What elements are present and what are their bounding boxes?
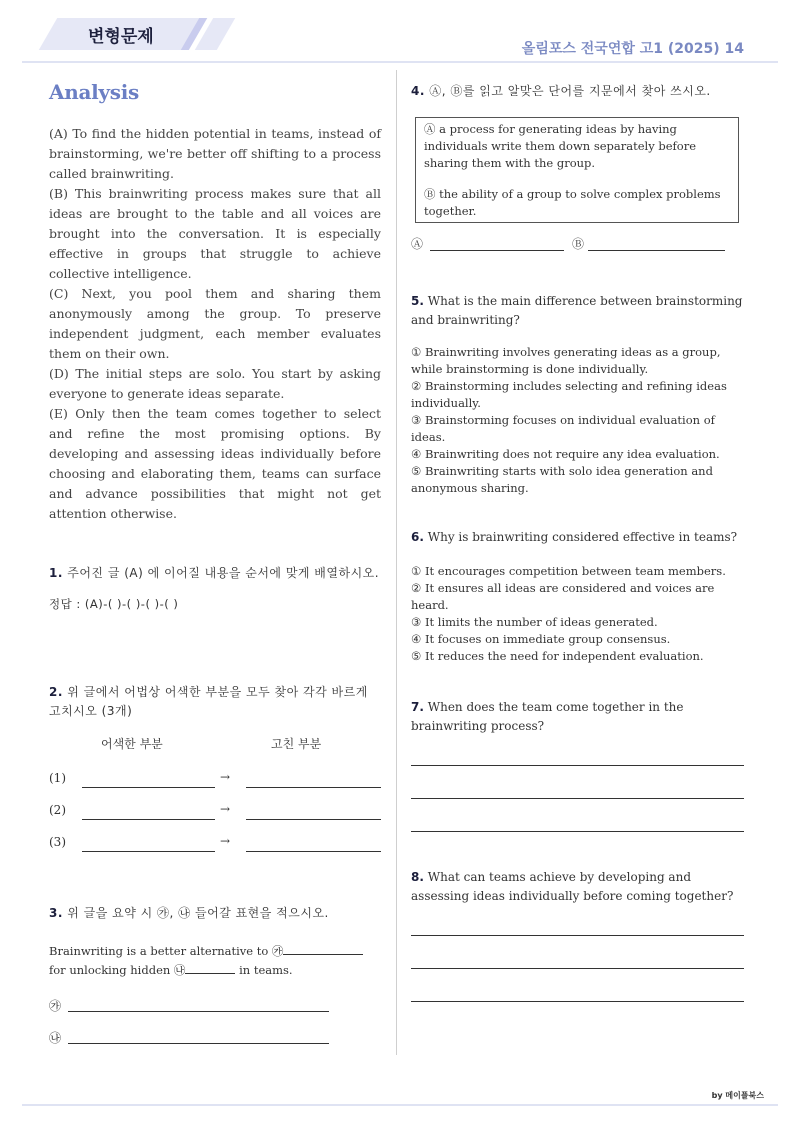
left-column — [49, 80, 381, 1045]
q2-row-label: (1) — [49, 771, 66, 785]
question-5 — [411, 292, 744, 497]
q4-label-a: Ⓐ — [411, 237, 424, 251]
q5-option[interactable]: ④ Brainwriting does not require any idea evaluation. — [411, 447, 720, 461]
q3-text: 위 글을 요약 시 ㉮, ㉯ 들어갈 표현을 적으시오. — [67, 906, 329, 920]
q4-definitions-box — [415, 117, 739, 223]
arrow-icon: → — [220, 770, 231, 784]
column-divider — [396, 70, 397, 1055]
q1-answer-blank[interactable]: 정답 : (A)-( )-( )-( )-( ) — [49, 597, 179, 611]
question-7 — [411, 698, 744, 832]
q7-text: When does the team come together in the brainwriting process? — [411, 700, 684, 733]
q3-blank-b[interactable] — [185, 960, 235, 974]
q2-fixed-blank[interactable] — [246, 851, 381, 852]
q3-summary-part1: Brainwriting is a better alternative to ㉮ — [49, 944, 284, 958]
question-4 — [411, 82, 744, 259]
q4-definition-b: Ⓑ the ability of a group to solve complex problems together. — [424, 187, 721, 218]
arrow-icon: → — [220, 802, 231, 816]
question-3 — [49, 904, 381, 1059]
question-6 — [411, 528, 744, 665]
q3-blank-a[interactable] — [283, 941, 363, 955]
question-2 — [49, 683, 381, 857]
header-divider — [22, 61, 778, 63]
q4-answer-a-blank[interactable] — [430, 250, 564, 251]
q6-text: Why is brainwriting considered effective in teams? — [427, 530, 738, 544]
footer-divider — [22, 1104, 778, 1106]
q7-answer-line[interactable] — [411, 831, 744, 832]
q2-wrong-blank[interactable] — [82, 819, 215, 820]
q6-option[interactable]: ① It encourages competition between team members. — [411, 564, 726, 578]
q5-option[interactable]: ⑤ Brainwriting starts with solo idea generation and anonymous sharing. — [411, 464, 713, 495]
q2-text: 위 글에서 어법상 어색한 부분을 모두 찾아 각각 바르게 고치시오 (3개) — [49, 685, 368, 718]
q2-column-wrong: 어색한 부분 — [101, 737, 163, 751]
q8-number: 8. — [411, 870, 424, 884]
q2-row-label: (2) — [49, 803, 66, 817]
q3-answer-a — [49, 991, 381, 1025]
passage-paragraph-e: (E) Only then the team comes together to select and refine the most promising options. By developing and assessing ideas individually before choosing and elaborating them, teams can surface and advance possibilities that might not get attention otherwise. — [49, 406, 381, 521]
header-source: 올림포스 전국연합 고1 (2025) 14 — [521, 41, 744, 57]
passage-paragraph-a: (A) To find the hidden potential in teams, instead of brainstorming, we're better off shifting to a process called brainwriting. — [49, 126, 381, 181]
q8-answer-line[interactable] — [411, 935, 744, 936]
q3-label-b: ㉯ — [49, 1031, 62, 1045]
q2-wrong-blank[interactable] — [82, 787, 215, 788]
question-1 — [49, 564, 381, 614]
passage-body — [49, 124, 381, 524]
passage-title: Analysis — [49, 80, 139, 104]
q8-answer-line[interactable] — [411, 968, 744, 969]
q7-answer-line[interactable] — [411, 765, 744, 766]
q3-summary — [49, 941, 381, 979]
q5-option[interactable]: ③ Brainstorming focuses on individual evaluation of ideas. — [411, 413, 715, 444]
q2-row-label: (3) — [49, 835, 66, 849]
footer-credit: by 메이플북스 — [711, 1091, 764, 1100]
q5-options — [411, 344, 744, 497]
q6-option[interactable]: ⑤ It reduces the need for independent evaluation. — [411, 649, 704, 663]
header-tag — [40, 18, 230, 50]
q1-text: 주어진 글 (A) 에 이어질 내용을 순서에 맞게 배열하시오. — [67, 566, 380, 580]
q3-summary-part3: in teams. — [239, 963, 293, 977]
q3-number: 3. — [49, 906, 63, 920]
q4-text: Ⓐ, Ⓑ를 읽고 알맞은 단어를 지문에서 찾아 쓰시오. — [429, 84, 711, 98]
q7-answer-line[interactable] — [411, 798, 744, 799]
q5-text: What is the main difference between brainstorming and brainwriting? — [411, 294, 743, 327]
q2-number: 2. — [49, 685, 63, 699]
right-column — [411, 82, 744, 903]
q4-answers — [411, 235, 744, 259]
q2-fixed-blank[interactable] — [246, 819, 381, 820]
header-tag-label: 변형문제 — [88, 27, 154, 47]
q8-answer-line[interactable] — [411, 1001, 744, 1002]
question-8 — [411, 868, 744, 1002]
q3-summary-part2: for unlocking hidden ㉯ — [49, 963, 186, 977]
passage-paragraph-b: (B) This brainwriting process makes sure that all ideas are brought to the table and all voices are brought into the conversation. It is especially effective in groups that struggle to achieve collective intelligence. — [49, 186, 381, 281]
q3-label-a: ㉮ — [49, 999, 62, 1013]
q5-option[interactable]: ① Brainwriting involves generating ideas as a group, while brainstorming is done individually. — [411, 345, 721, 376]
arrow-icon: → — [220, 834, 231, 848]
q6-option[interactable]: ② It ensures all ideas are considered and voices are heard. — [411, 581, 715, 612]
q3-answer-b — [49, 1025, 381, 1059]
passage-paragraph-c: (C) Next, you pool them and sharing them anonymously among the group. To preserve independent judgment, each member evaluates them on their own. — [49, 286, 381, 361]
q2-row — [49, 825, 381, 857]
q6-options — [411, 563, 744, 665]
q4-answer-b-blank[interactable] — [588, 250, 725, 251]
q7-number: 7. — [411, 700, 424, 714]
q5-option[interactable]: ② Brainstorming includes selecting and refining ideas individually. — [411, 379, 727, 410]
q2-row — [49, 761, 381, 793]
q1-number: 1. — [49, 566, 63, 580]
q2-fixed-blank[interactable] — [246, 787, 381, 788]
q4-label-b: Ⓑ — [572, 237, 585, 251]
q2-column-fixed: 고친 부분 — [271, 737, 322, 751]
q4-definition-a: Ⓐ a process for generating ideas by having individuals write them down separately before sharing them with the group. — [424, 122, 697, 170]
q6-option[interactable]: ④ It focuses on immediate group consensus. — [411, 632, 671, 646]
q4-number: 4. — [411, 84, 425, 98]
q8-text: What can teams achieve by developing and assessing ideas individually before coming together? — [411, 870, 734, 903]
q3-answer-b-blank[interactable] — [68, 1043, 329, 1044]
q2-row — [49, 793, 381, 825]
passage-paragraph-d: (D) The initial steps are solo. You start by asking everyone to generate ideas separate. — [49, 366, 381, 401]
q6-number: 6. — [411, 530, 424, 544]
q2-wrong-blank[interactable] — [82, 851, 215, 852]
q3-answer-a-blank[interactable] — [68, 1011, 329, 1012]
q6-option[interactable]: ③ It limits the number of ideas generated. — [411, 615, 658, 629]
q5-number: 5. — [411, 294, 424, 308]
